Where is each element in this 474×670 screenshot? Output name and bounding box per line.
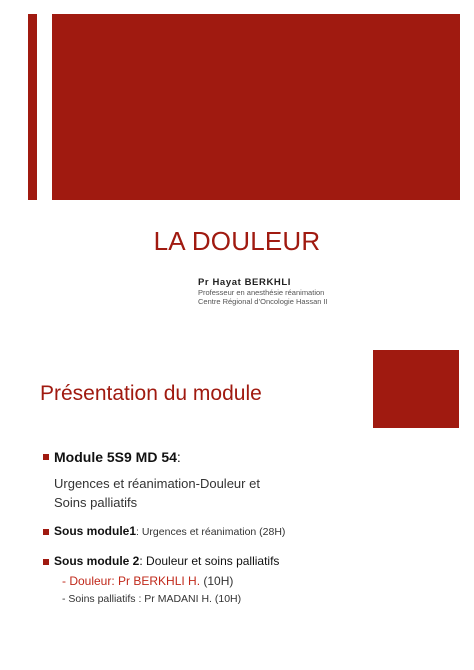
square-bullet-icon xyxy=(43,454,49,460)
douleur-hours: (10H) xyxy=(200,574,234,588)
sous-module-2-label: Sous module 2 xyxy=(54,554,140,568)
author-affiliation-1: Professeur en anesthésie réanimation xyxy=(198,288,325,297)
header-banner xyxy=(52,14,460,200)
slide-title: LA DOULEUR xyxy=(153,226,321,256)
sous-module-1-text: : Urgences et réanimation (28H) xyxy=(136,526,286,538)
sous-module-2-text: : Douleur et soins palliatifs xyxy=(139,554,280,568)
module-description-line-2: Soins palliatifs xyxy=(54,495,138,510)
square-bullet-icon xyxy=(43,559,49,565)
module-suffix: : xyxy=(176,449,181,465)
douleur-text: - Douleur: Pr BERKHLI H. xyxy=(62,574,201,588)
corner-accent-block xyxy=(373,350,459,428)
slide-title: Présentation du module xyxy=(40,382,262,405)
douleur-item xyxy=(62,574,233,588)
module-description-line-1: Urgences et réanimation-Douleur et xyxy=(54,476,260,491)
square-bullet-icon xyxy=(43,529,49,535)
author-affiliation-2: Centre Régional d’Oncologie Hassan II xyxy=(198,297,328,306)
module-heading xyxy=(54,449,181,465)
sous-module-2 xyxy=(54,554,279,568)
content-slide xyxy=(0,336,474,670)
module-label: Module 5S9 MD 54 xyxy=(54,449,177,465)
author-name: Pr Hayat BERKHLI xyxy=(198,277,292,288)
soins-palliatifs-item: - Soins palliatifs : Pr MADANI H. (10H) xyxy=(62,593,242,605)
accent-bar xyxy=(28,14,37,200)
sous-module-1-label: Sous module1 xyxy=(54,524,137,538)
title-slide xyxy=(0,0,474,334)
sous-module-1 xyxy=(54,524,285,538)
